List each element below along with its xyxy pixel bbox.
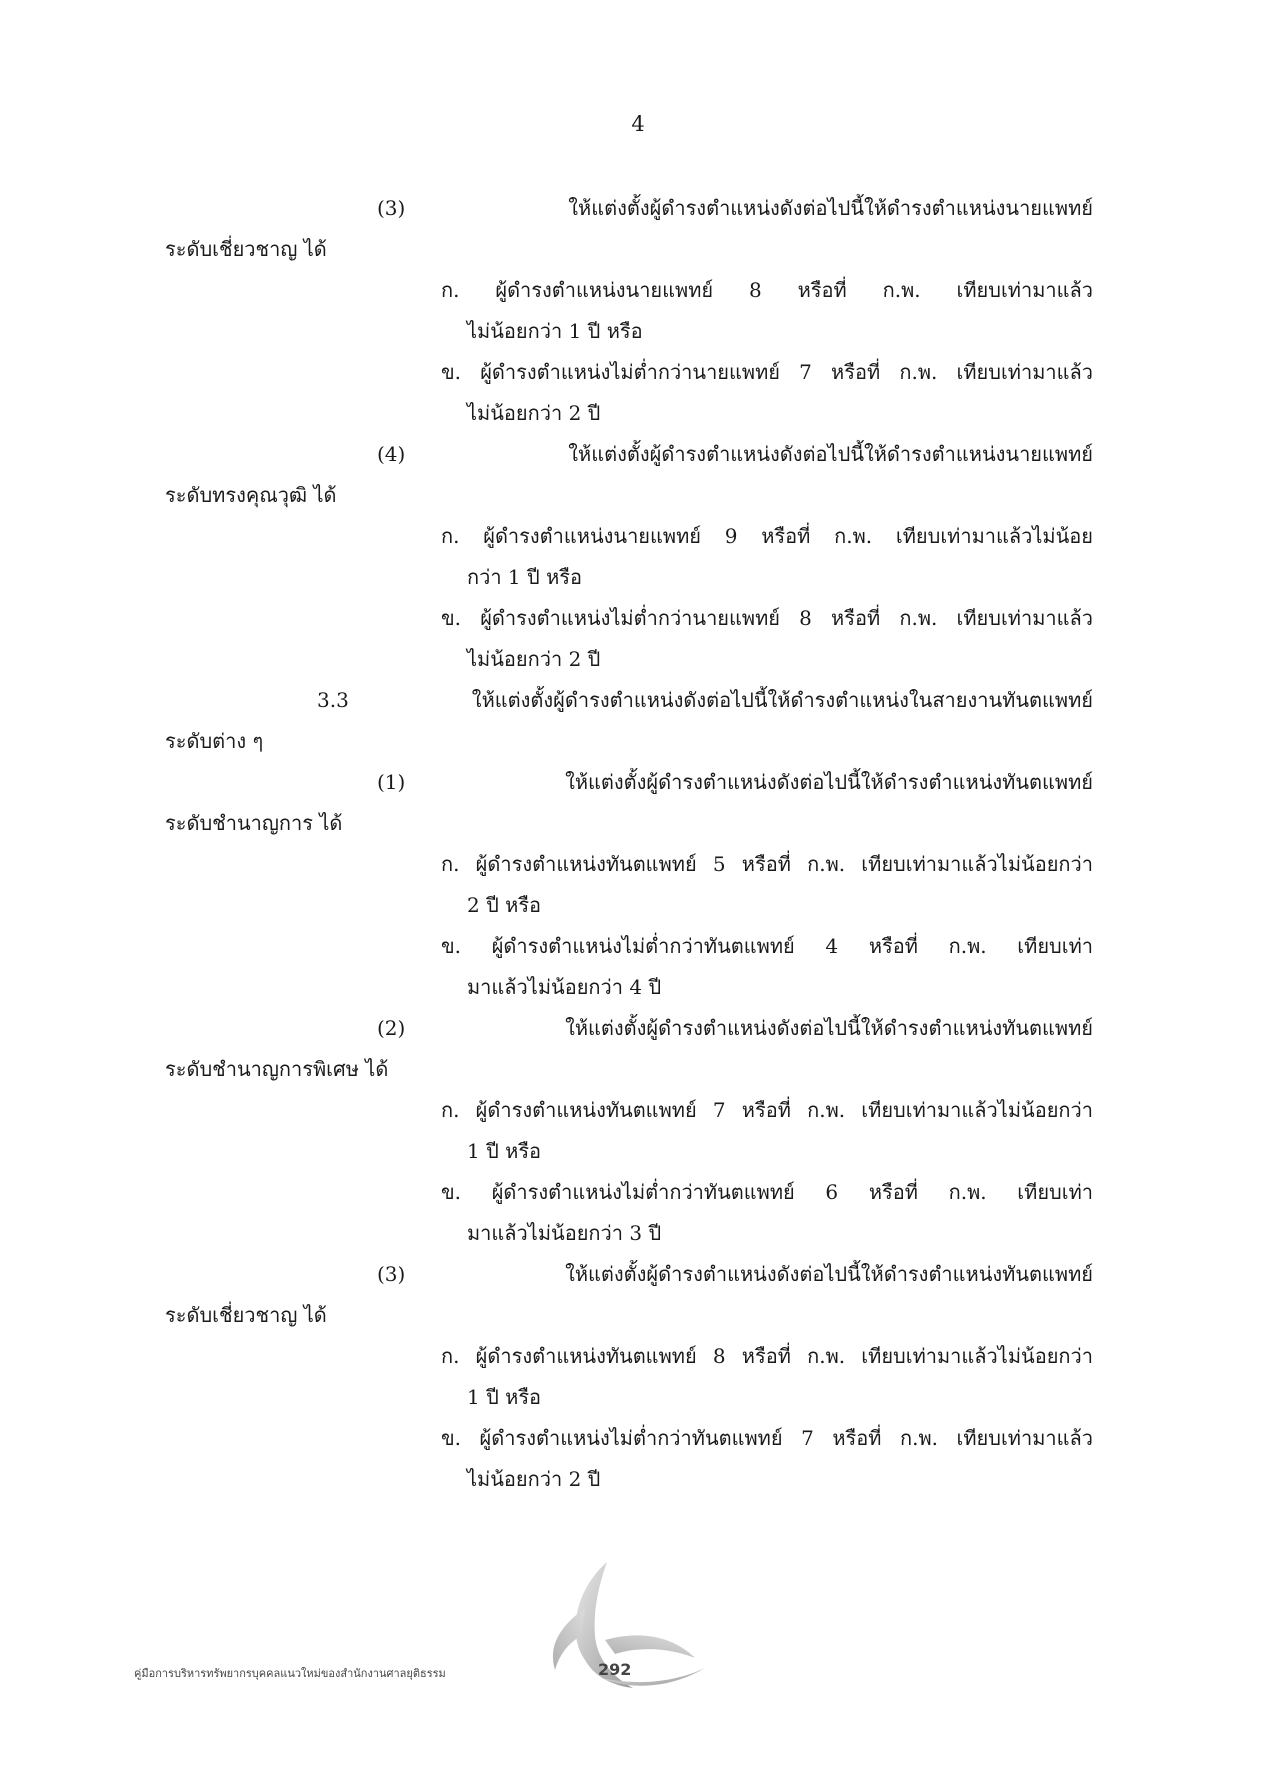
list-item-continuation: กว่า 1 ปี หรือ	[467, 565, 582, 589]
list-item: ก. ผู้ดำรงตำแหน่งทันตแพทย์ 5 หรือที่ ก.พ. เทียบเท่ามาแล้วไม่น้อยกว่า	[441, 852, 1093, 876]
list-item-continuation: 2 ปี หรือ	[467, 893, 542, 917]
paragraph-continuation: ระดับชำนาญการ ได้	[165, 811, 343, 835]
footer-title: คู่มือการบริหารทรัพยากรบุคคลแนวใหม่ของสำนักงานศาลยุติธรรม	[134, 1667, 446, 1680]
page-footer	[0, 1560, 1276, 1710]
list-item-continuation: ไม่น้อยกว่า 2 ปี	[467, 1467, 601, 1491]
paragraph-continuation: ระดับทรงคุณวุฒิ ได้	[165, 483, 337, 507]
list-item-continuation: 1 ปี หรือ	[467, 1385, 542, 1409]
section-heading: 3.3 ให้แต่งตั้งผู้ดำรงตำแหน่งดังต่อไปนี้ให้ดำรงตำแหน่งในสายงานทันตแพทย์	[317, 688, 1093, 712]
list-item: ข. ผู้ดำรงตำแหน่งไม่ต่ำกว่านายแพทย์ 8 หรือที่ ก.พ. เทียบเท่ามาแล้ว	[441, 606, 1093, 630]
paragraph-heading: (1) ให้แต่งตั้งผู้ดำรงตำแหน่งดังต่อไปนี้ให้ดำรงตำแหน่งทันตแพทย์	[377, 770, 1093, 794]
list-item: ข. ผู้ดำรงตำแหน่งไม่ต่ำกว่าทันตแพทย์ 4 หรือที่ ก.พ. เทียบเท่า	[441, 934, 1093, 958]
footer-page-number: 292	[598, 1660, 632, 1679]
document-body	[165, 188, 1093, 1500]
list-item-continuation: ไม่น้อยกว่า 2 ปี	[467, 647, 601, 671]
list-item-continuation: ไม่น้อยกว่า 2 ปี	[467, 401, 601, 425]
list-item: ข. ผู้ดำรงตำแหน่งไม่ต่ำกว่าทันตแพทย์ 6 หรือที่ ก.พ. เทียบเท่า	[441, 1180, 1093, 1204]
page-number: 4	[631, 112, 645, 136]
list-item: ก. ผู้ดำรงตำแหน่งนายแพทย์ 9 หรือที่ ก.พ. เทียบเท่ามาแล้วไม่น้อย	[441, 524, 1093, 548]
list-item: ก. ผู้ดำรงตำแหน่งทันตแพทย์ 7 หรือที่ ก.พ. เทียบเท่ามาแล้วไม่น้อยกว่า	[441, 1098, 1093, 1122]
paragraph-heading: (3) ให้แต่งตั้งผู้ดำรงตำแหน่งดังต่อไปนี้ให้ดำรงตำแหน่งทันตแพทย์	[377, 1262, 1093, 1286]
paragraph-heading: (2) ให้แต่งตั้งผู้ดำรงตำแหน่งดังต่อไปนี้ให้ดำรงตำแหน่งทันตแพทย์	[377, 1016, 1093, 1040]
list-item: ก. ผู้ดำรงตำแหน่งนายแพทย์ 8 หรือที่ ก.พ. เทียบเท่ามาแล้ว	[441, 278, 1093, 302]
paragraph-continuation: ระดับเชี่ยวชาญ ได้	[165, 1303, 327, 1327]
paragraph-heading: (4) ให้แต่งตั้งผู้ดำรงตำแหน่งดังต่อไปนี้ให้ดำรงตำแหน่งนายแพทย์	[377, 442, 1093, 466]
paragraph-continuation: ระดับชำนาญการพิเศษ ได้	[165, 1057, 389, 1081]
list-item-continuation: มาแล้วไม่น้อยกว่า 4 ปี	[467, 975, 662, 999]
paragraph-heading: (3) ให้แต่งตั้งผู้ดำรงตำแหน่งดังต่อไปนี้ให้ดำรงตำแหน่งนายแพทย์	[377, 196, 1093, 220]
list-item-continuation: มาแล้วไม่น้อยกว่า 3 ปี	[467, 1221, 662, 1245]
list-item: ข. ผู้ดำรงตำแหน่งไม่ต่ำกว่าทันตแพทย์ 7 หรือที่ ก.พ. เทียบเท่ามาแล้ว	[441, 1426, 1093, 1450]
paragraph-continuation: ระดับเชี่ยวชาญ ได้	[165, 237, 327, 261]
paragraph-continuation: ระดับต่าง ๆ	[165, 729, 264, 753]
swoosh-logo-icon	[545, 1560, 715, 1700]
list-item: ข. ผู้ดำรงตำแหน่งไม่ต่ำกว่านายแพทย์ 7 หรือที่ ก.พ. เทียบเท่ามาแล้ว	[441, 360, 1093, 384]
list-item: ก. ผู้ดำรงตำแหน่งทันตแพทย์ 8 หรือที่ ก.พ. เทียบเท่ามาแล้วไม่น้อยกว่า	[441, 1344, 1093, 1368]
list-item-continuation: 1 ปี หรือ	[467, 1139, 542, 1163]
list-item-continuation: ไม่น้อยกว่า 1 ปี หรือ	[467, 319, 643, 343]
